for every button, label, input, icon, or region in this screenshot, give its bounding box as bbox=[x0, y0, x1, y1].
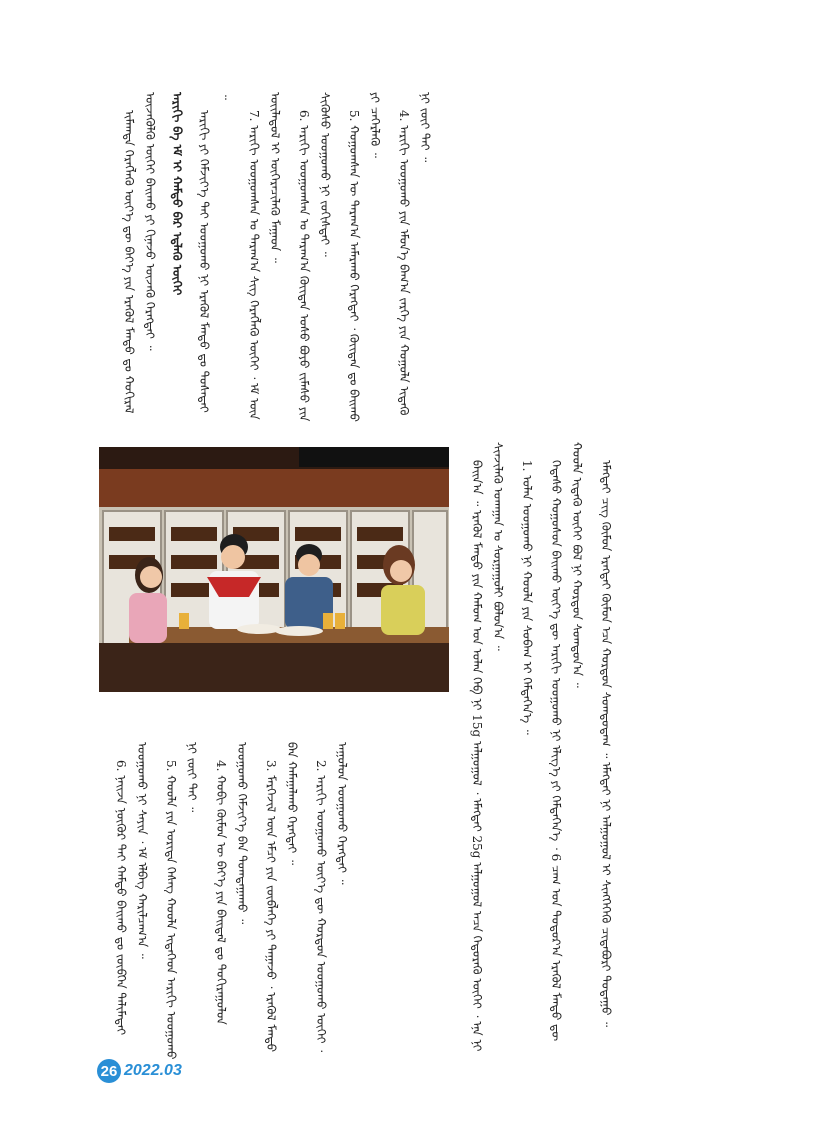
paragraph: 6. ᠨᠠᠢᠵᠠ ᠨᠥᠬᠦᠷ ᠲᠠᠢ ᠬᠠᠮᠲᠤ ᠪᠠᠢᠬᠤ ᠳᠤ ᠵᠥᠪᠬᠡᠨ ᠳᠠᠯᠢᠮᠠᠲᠠᠢ ᠤᠤᠭᠤᠬᠤ ᠨᠢ ᠰᠠᠶᠢᠨ ᠂ ᠡᠮ ᠡᠯᠪᠡᠭ ᠬᠠᠷᠢᠯᠴᠠᠭ᠎ᠠ ᠃ bbox=[114, 742, 149, 1036]
paragraph: ᠢᠮᠠᠭᠲᠠ ᠬᠡᠷᠡᠭᠯᠡᠬᠦ ᠦᠶ᠎ᠡ ᠳᠦ ᠪᠡᠶ᠎ᠡ ᠶᠢᠨ ᠡᠷᠡᠭᠦᠯ ᠮᠡᠨᠳᠦ ᠳᠤ ᠬᠣᠬᠢᠷᠠᠯ ᠦᠵᠡᠭᠦᠯᠬᠦ ᠦᠭᠡᠢ ᠪᠠᠢᠬᠤ ᠶᠢ ᠬᠢᠨᠠᠵᠤ ᠦᠵᠡᠬᠦ ᠬᠡᠷᠡᠭᠲᠡᠢ ᠃ bbox=[122, 92, 157, 414]
paragraph: 5. ᠬᠣᠣᠯᠠ ᠶᠢᠨ ᠤᠷᠢᠳᠠ ᠬᠡᠰᠡᠭ ᠬᠣᠣᠯᠠ ᠢᠳᠡᠭᠡᠳ ᠠᠷᠢᠬᠢ ᠤᠤᠭᠤᠬᠤ ᠨᠢ ᠵᠦᠢ ᠲᠠᠢ ᠃ bbox=[164, 742, 199, 1060]
paragraph: 4. ᠠᠷᠢᠬᠢ ᠤᠤᠭᠤᠬᠤ ᠶᠢᠨ ᠡᠮᠦᠨ᠎ᠡ ᠪᠠᠭ᠎ᠠ ᠵᠡᠷᠭᠡ ᠶᠢᠨ ᠬᠣᠭᠣᠯᠠ ᠢᠳᠡᠬᠦ ᠨᠢ ᠵᠦᠢ ᠲᠠᠢ ᠃ bbox=[397, 92, 432, 416]
article-column-bottom bbox=[466, 442, 728, 1062]
paragraph: 6. ᠠᠷᠢᠬᠢ ᠤᠤᠭᠤᠭᠰᠠᠨ ᠤ ᠳᠠᠷᠠᠭ᠎ᠠ ᠬᠦᠢᠲᠡᠨ ᠤᠰᠤ ᠪᠤᠶᠤ ᠵᠢᠮᠡᠰᠦ ᠶᠢᠨ ᠰᠢᠭᠦᠰᠦ ᠤᠤᠭᠤᠬᠤ ᠨᠢ ᠵᠣᠬᠢᠰᠲᠠᠢ ᠃ bbox=[297, 92, 332, 422]
paragraph: 4. ᠬᠤᠪᠢ ᠬᠦᠮᠦᠨ ᠦ ᠪᠡᠶ᠎ᠡ ᠶᠢᠨ ᠪᠠᠢᠳᠠᠯ ᠳᠤ ᠲᠣᠬᠢᠷᠠᠭᠤᠯᠤᠨ ᠤᠤᠭᠤᠬᠤ ᠬᠡᠮᠵᠢᠶ᠎ᠡ ᠪᠡᠨ ᠲᠣᠭᠲᠠᠭᠠᠬᠤ ᠃ bbox=[214, 742, 249, 1025]
issue-date: 2022.03 bbox=[124, 1062, 182, 1079]
article-column-bottom-left bbox=[110, 742, 456, 1062]
paragraph: 2. ᠠᠷᠢᠬᠢ ᠤᠤᠭᠤᠬᠤ ᠦᠶ᠎ᠡ ᠳᠦ ᠬᠤᠷᠳᠤᠨ ᠤᠤᠭᠤᠬᠤ ᠦᠭᠡᠢ ᠂ ᠠᠭᠤᠯᠤᠨ ᠤᠤᠭᠤᠬᠤ ᠬᠡᠷᠡᠭᠲᠡᠢ ᠃ bbox=[314, 742, 349, 1053]
section-heading: ᠠᠷᠢᠬᠢ ᠪᠠ ᠡᠮ ᠢ ᠬᠠᠮᠲᠤ ᠪᠠᠷ ᠡᠳ᠋ᠯᠡᠬᠦ ᠦᠭᠡᠢ bbox=[170, 92, 184, 296]
article-column-top bbox=[118, 92, 714, 422]
paragraph: ᠡᠮᠡᠭᠳᠡᠢ ᠴᠢᠭ ᠬᠦᠮᠦᠨ ᠡᠷᠡᠭᠲᠡᠢ ᠬᠦᠮᠦᠨ ᠡᠴᠡ ᠬᠤᠷᠳᠤᠨ ᠰᠣᠭᠲᠤᠳᠠᠭ ᠃ ᠡᠮᠡᠭᠲᠡᠢ ᠨᠢ ᠠᠯᠭᠤᠭᠤᠯ ᠢ ᠰᠢᠩᠭᠡᠭᠡᠬᠦ ᠴᠢᠳᠠᠪᠤᠷᠢ ᠳᠤᠲᠠᠭᠤ ᠃ bbox=[599, 460, 613, 1028]
paragraph: 1. ᠤᠯᠠᠨ ᠤᠤᠭᠤᠬᠤ ᠨᠢ ᠬᠣᠣᠯᠠ ᠶᠢᠨ ᠰᠤᠪᠠᠭ ᠢ ᠭᠡᠮᠲᠡᠭᠡᠨ᠎ᠡ ᠃ bbox=[520, 460, 534, 735]
page-folio bbox=[97, 1058, 182, 1084]
bar-scene-illustration bbox=[99, 447, 449, 692]
paragraph: ᠪᠠᠢᠨ᠎ᠠ ᠃ ᠡᠷᠡᠭᠦᠯ ᠮᠡᠨᠳᠦ ᠶᠢᠨ ᠬᠠᠮᠤᠭ ᠤᠨ ᠤᠯᠠᠨ ᠬᠡᠪ ᠨᠢ 15g ᠠᠯᠭᠤᠭᠤᠯ ᠂ ᠡᠮᠡᠭᠳᠡᠢ 25g ᠠᠯᠭᠤᠭᠤᠯ ᠠᠴᠠ ᠬᠡᠳᠦᠷᠡᠬᠦ ᠦᠭᠡᠢ ᠂ ᠡᠨᠡ ᠨᠢ ᠰᠢᠨᠵᠢᠯᠡᠬᠦ ᠤᠬᠠᠭᠠᠨ ᠤ ᠰᠤᠷᠭᠠᠭᠤᠯᠢ ᠪᠣᠯᠤᠨ᠎ᠠ ᠃ bbox=[470, 442, 505, 1052]
paragraph: ᠠᠷᠢᠬᠢ ᠶᠢ ᠬᠡᠮᠵᠢᠶ᠎ᠡ ᠲᠠᠢ ᠤᠤᠭᠤᠬᠤ ᠨᠢ ᠡᠷᠡᠭᠦᠯ ᠮᠡᠨᠳᠦ ᠳᠤ ᠲᠤᠰᠠᠲᠠᠢ ᠃ bbox=[197, 92, 232, 413]
paragraph: 7. ᠠᠷᠢᠬᠢ ᠤᠤᠭᠤᠭᠰᠠᠨ ᠤ ᠳᠠᠷᠠᠭ᠎ᠠ ᠰᠢᠭ ᠬᠡᠷᠡᠭᠯᠡᠬᠦ ᠦᠭᠡᠢ ᠂ ᠡᠮ ᠦᠨ ᠦᠢᠯᠡᠳᠦᠯ ᠢ ᠥᠭᠡᠷᠡᠴᠢᠯᠡᠬᠦ ᠮᠠᠭᠠᠳ ᠃ bbox=[247, 92, 282, 420]
paragraph: ᠭᠡᠳᠡᠰᠦ ᠬᠣᠭᠣᠰᠤᠨ ᠪᠠᠢᠬᠤ ᠦᠶ᠎ᠡ ᠳᠦ ᠠᠷᠢᠬᠢ ᠤᠤᠭᠤᠬᠤ ᠨᠢ ᠡᠯᠢᠭ᠎ᠡ ᠶᠢ ᠭᠡᠮᠲᠡᠭᠡᠨ᠎ᠡ ᠂ 6 ᠴᠠᠭ ᠤᠨ ᠳᠤᠲᠤᠷ᠎ᠠ ᠡᠷᠡᠭᠦᠯ ᠮᠡᠨᠳᠦ ᠳᠦ ᠬᠣᠣᠯᠠ ᠢᠳᠡᠬᠦ ᠦᠭᠡᠢ ᠪᠣᠯ ᠨᠢ ᠬᠤᠷᠳᠤᠨ ᠰᠣᠭᠲᠤᠨ᠎ᠠ ᠃ bbox=[549, 442, 584, 1042]
article-photo bbox=[99, 447, 449, 692]
paragraph: 3. ᠮᠡᠷᠭᠡᠵᠢᠯ ᠦᠨ ᠡᠮᠴᠢ ᠶᠢᠨ ᠵᠥᠪᠯᠡᠭᠡ ᠶᠢ ᠳᠠᠭᠠᠵᠤ ᠂ ᠡᠷᠡᠭᠦᠯ ᠮᠡᠨᠳᠦ ᠪᠠᠨ ᠬᠠᠮᠠᠭᠠᠯᠠᠬᠤ ᠬᠡᠷᠡᠭᠲᠡᠢ ᠃ bbox=[264, 742, 299, 1053]
page-number: 26 bbox=[97, 1059, 121, 1083]
paragraph: 5. ᠬᠤᠭᠤᠭᠰᠠᠨ ᠦ ᠳᠠᠷᠠᠭ᠎ᠠ ᠠᠮᠠᠷᠠᠬᠤ ᠬᠡᠷᠡᠭᠲᠡᠢ ᠂ ᠬᠦᠢᠲᠡᠨ ᠳᠤ ᠪᠠᠢᠬᠤ ᠶᠢ ᠴᠡᠭᠡᠷᠯᠡᠬᠦ ᠃ bbox=[347, 92, 382, 422]
